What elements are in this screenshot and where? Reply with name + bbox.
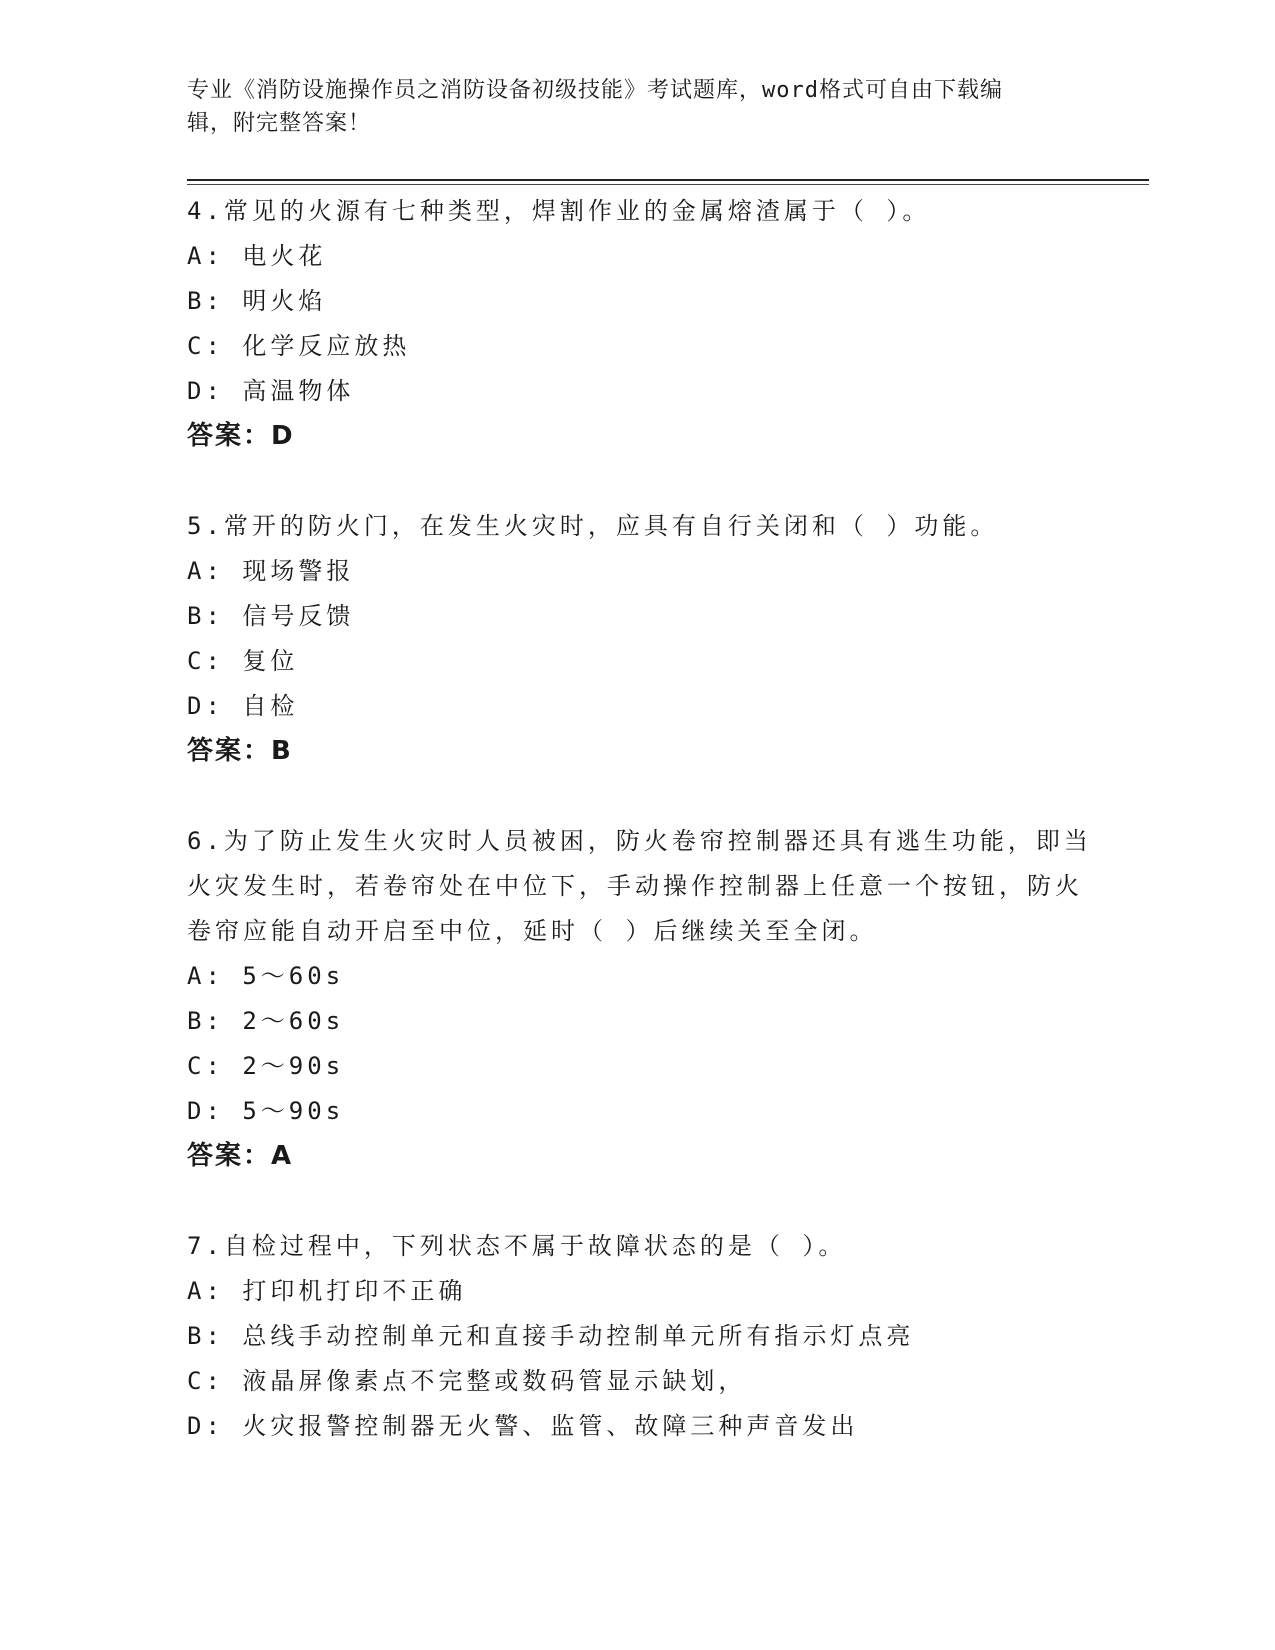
option-b: B: 信号反馈 <box>187 602 355 630</box>
option-d: D: 自检 <box>187 692 299 720</box>
option-a: A: 电火花 <box>187 242 327 270</box>
option-d: D: 高温物体 <box>187 377 355 405</box>
option-a: A: 打印机打印不正确 <box>187 1277 467 1305</box>
option-b: B: 总线手动控制单元和直接手动控制单元所有指示灯点亮 <box>187 1322 915 1350</box>
answer-label: 答案：B <box>187 736 293 766</box>
option-c: C: 化学反应放热 <box>187 332 411 360</box>
question-7 <box>187 1224 1107 1449</box>
option-a: A: 5～60s <box>187 962 345 990</box>
question-list <box>187 189 1107 1494</box>
answer-label: 答案：D <box>187 421 295 451</box>
header-line-1: 专业《消防设施操作员之消防设备初级技能》考试题库，word格式可自由下载编 <box>187 78 1003 103</box>
question-stem: 6.为了防止发生火灾时人员被困，防火卷帘控制器还具有逃生功能，即当火灾发生时，若卷帘处在中位下，手动操作控制器上任意一个按钮，防火卷帘应能自动开启至中位，延时（ ）后继续关至全闭。 <box>187 827 1092 945</box>
header-divider-thin <box>187 184 1149 185</box>
option-a: A: 现场警报 <box>187 557 355 585</box>
option-c: C: 2～90s <box>187 1052 345 1080</box>
option-d: D: 5～90s <box>187 1097 345 1125</box>
answer-label: 答案：A <box>187 1141 294 1171</box>
header-line-2: 辑，附完整答案！ <box>187 111 372 136</box>
question-stem: 5.常开的防火门，在发生火灾时，应具有自行关闭和（ ）功能。 <box>187 512 999 540</box>
header-divider-thick <box>187 179 1149 181</box>
option-b: B: 明火焰 <box>187 287 327 315</box>
question-5 <box>187 504 1107 774</box>
option-b: B: 2～60s <box>187 1007 345 1035</box>
question-stem: 4.常见的火源有七种类型，焊割作业的金属熔渣属于（ ）。 <box>187 197 931 225</box>
document-header <box>187 74 1087 140</box>
question-4 <box>187 189 1107 459</box>
option-c: C: 液晶屏像素点不完整或数码管显示缺划， <box>187 1367 747 1395</box>
question-6 <box>187 819 1107 1179</box>
option-d: D: 火灾报警控制器无火警、监管、故障三种声音发出 <box>187 1412 859 1440</box>
option-c: C: 复位 <box>187 647 299 675</box>
question-stem: 7.自检过程中，下列状态不属于故障状态的是（ ）。 <box>187 1232 847 1260</box>
